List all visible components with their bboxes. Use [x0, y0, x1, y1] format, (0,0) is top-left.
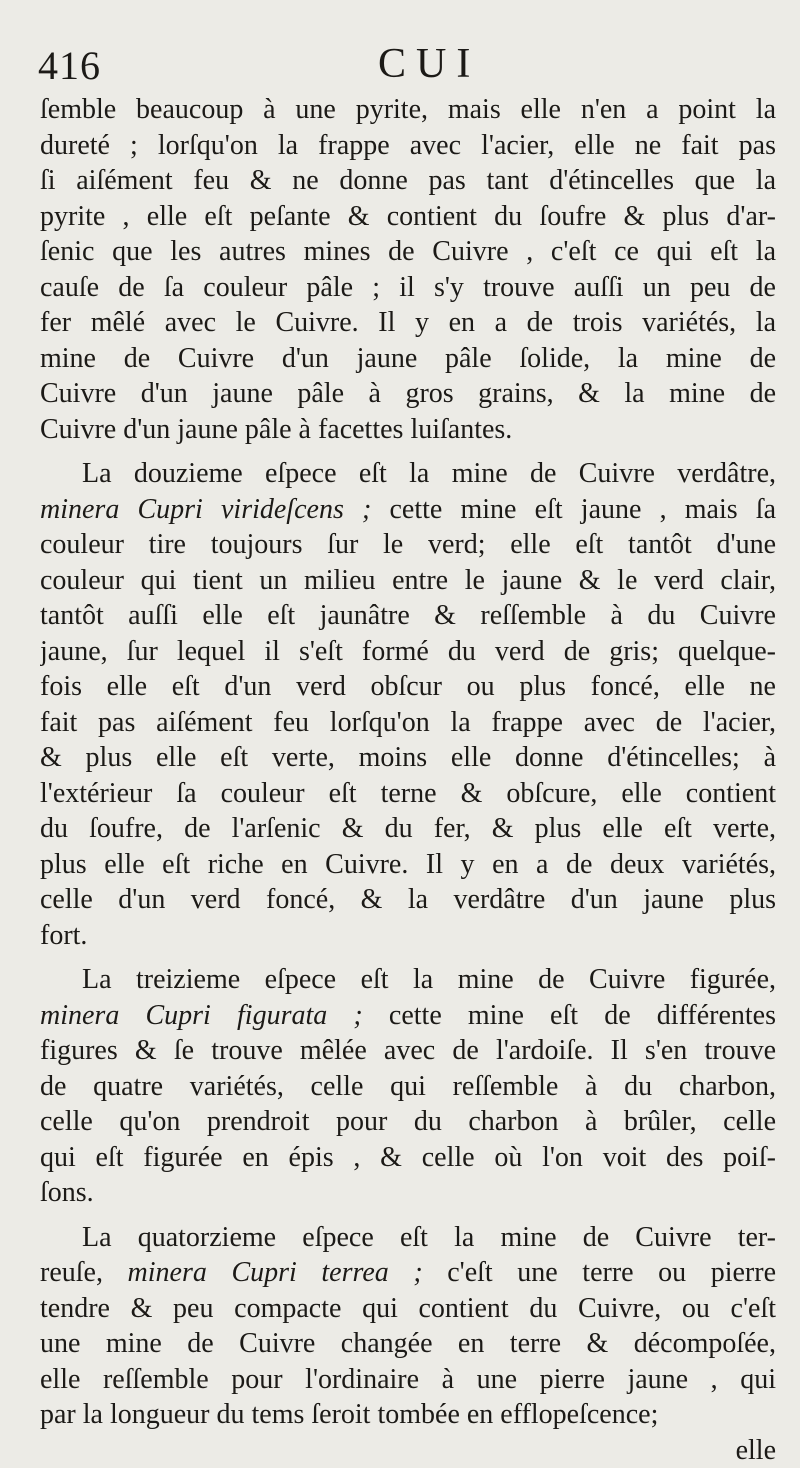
line-segment: c'eſt une terre ou pierre: [423, 1257, 776, 1288]
paragraph-gap: [40, 1211, 776, 1220]
text-line: tantôt auſſi elle eſt jaunâtre & reſſemble à du Cuivre: [40, 598, 776, 634]
text-line: couleur qui tient un milieu entre le jaune & le verd clair,: [40, 563, 776, 599]
text-line: de quatre variétés, celle qui reſſemble à du charbon,: [40, 1069, 776, 1105]
text-line: plus elle eſt riche en Cuivre. Il y en a de deux variétés,: [40, 847, 776, 883]
line-segment: reuſe,: [40, 1257, 128, 1288]
latin-name: minera Cupri virideſcens ;: [40, 494, 371, 525]
text-line: figures & ſe trouve mêlée avec de l'ardoiſe. Il s'en trouve: [40, 1033, 776, 1069]
paragraph: [40, 1220, 776, 1433]
page-header: [38, 40, 800, 96]
text-line: [40, 998, 776, 1034]
text-line: ſemble beaucoup à une pyrite, mais elle n'en a point la: [40, 92, 776, 128]
text-line: ſi aiſément feu & ne donne pas tant d'étincelles que la: [40, 163, 776, 199]
text-line: tendre & peu compacte qui contient du Cuivre, ou c'eſt: [40, 1291, 776, 1327]
text-line: [40, 492, 776, 528]
text-line: La treizieme eſpece eſt la mine de Cuivre figurée,: [40, 962, 776, 998]
text-line: ſenic que les autres mines de Cuivre , c'eſt ce qui eſt la: [40, 234, 776, 270]
text-line: celle qu'on prendroit pour du charbon à brûler, celle: [40, 1104, 776, 1140]
catchword: elle: [40, 1433, 776, 1468]
line-segment: cette mine eſt de différentes: [363, 1000, 776, 1031]
text-line: du ſoufre, de l'arſenic & du fer, & plus elle eſt verte,: [40, 811, 776, 847]
text-line: elle reſſemble pour l'ordinaire à une pierre jaune , qui: [40, 1362, 776, 1398]
text-line: ſons.: [40, 1175, 776, 1211]
text-line: La douzieme eſpece eſt la mine de Cuivre verdâtre,: [40, 456, 776, 492]
text-line: celle d'un verd foncé, & la verdâtre d'un jaune plus: [40, 882, 776, 918]
paragraph: [40, 456, 776, 953]
text-line: fois elle eſt d'un verd obſcur ou plus foncé, elle ne: [40, 669, 776, 705]
latin-name: minera Cupri terrea ;: [128, 1257, 423, 1288]
text-line: pyrite , elle eſt peſante & contient du ſoufre & plus d'ar-: [40, 199, 776, 235]
text-line: dureté ; lorſqu'on la frappe avec l'acier, elle ne fait pas: [40, 128, 776, 164]
text-line: [40, 1255, 776, 1291]
text-line: & plus elle eſt verte, moins elle donne d'étincelles; à: [40, 740, 776, 776]
line-segment: cette mine eſt jaune , mais ſa: [371, 494, 776, 525]
text-line: une mine de Cuivre changée en terre & décompoſée,: [40, 1326, 776, 1362]
paragraph-gap: [40, 953, 776, 962]
text-line: fort.: [40, 918, 776, 954]
text-line: La quatorzieme eſpece eſt la mine de Cuivre ter-: [40, 1220, 776, 1256]
page-number: 416: [38, 42, 101, 89]
text-line: l'extérieur ſa couleur eſt terne & obſcure, elle contient: [40, 776, 776, 812]
text-line: fer mêlé avec le Cuivre. Il y en a de trois variétés, la: [40, 305, 776, 341]
text-line: fait pas aiſément feu lorſqu'on la frappe avec de l'acier,: [40, 705, 776, 741]
paragraph: [40, 962, 776, 1211]
latin-name: minera Cupri figurata ;: [40, 1000, 363, 1031]
text-line: couleur tire toujours ſur le verd; elle eſt tantôt d'une: [40, 527, 776, 563]
text-line: jaune, ſur lequel il s'eſt formé du verd de gris; quelque-: [40, 634, 776, 670]
body-text: [40, 92, 776, 1468]
text-line: cauſe de ſa couleur pâle ; il s'y trouve auſſi un peu de: [40, 270, 776, 306]
text-line: Cuivre d'un jaune pâle à gros grains, & la mine de: [40, 376, 776, 412]
text-line: Cuivre d'un jaune pâle à facettes luiſantes.: [40, 412, 776, 448]
text-line: qui eſt figurée en épis , & celle où l'on voit des poiſ-: [40, 1140, 776, 1176]
paragraph-gap: [40, 447, 776, 456]
paragraph: [40, 92, 776, 447]
text-line: mine de Cuivre d'un jaune pâle ſolide, la mine de: [40, 341, 776, 377]
running-title: CUI: [378, 40, 480, 88]
text-line: par la longueur du tems ſeroit tombée en efflореſcence;: [40, 1397, 776, 1433]
